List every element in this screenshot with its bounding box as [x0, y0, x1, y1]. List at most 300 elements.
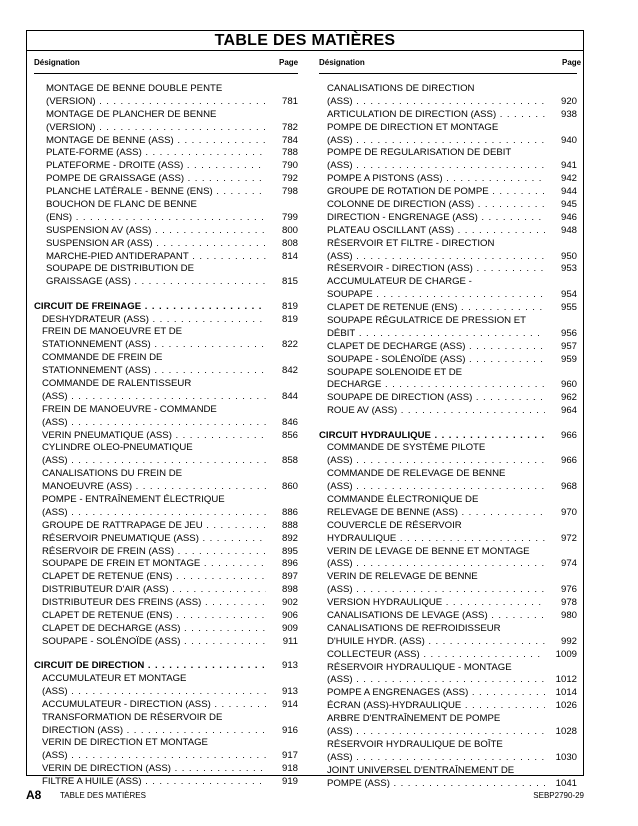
- title-divider: [27, 50, 583, 51]
- page-title: TABLE DES MATIÈRES: [214, 32, 396, 49]
- right-column: [319, 83, 577, 790]
- toc-entry-line: [319, 533, 577, 546]
- toc-entry-text: FREIN DE MANOEUVRE ET DE: [42, 326, 183, 338]
- toc-entry-line: [34, 173, 298, 186]
- toc-entry-line: [319, 455, 577, 468]
- toc-entry-text: CIRCUIT DE DIRECTION . . .: [34, 660, 266, 673]
- toc-entry-line: [34, 326, 298, 339]
- toc-page-number: 1009: [555, 648, 577, 660]
- toc-entry-line: [34, 507, 298, 520]
- toc-entry-line: [34, 83, 298, 96]
- toc-entry-line: [319, 662, 577, 675]
- toc-entry-line: [34, 160, 298, 173]
- toc-entry-line: [34, 558, 298, 571]
- toc-entry-line: [34, 147, 298, 160]
- toc-entry-line: [319, 726, 577, 739]
- toc-page-number: 920: [560, 95, 577, 107]
- toc-entry-line: [319, 173, 577, 186]
- toc-page-number: 919: [281, 776, 298, 788]
- toc-page-number: 916: [281, 724, 298, 736]
- toc-entry-text: (ASS) . . .: [42, 455, 266, 468]
- toc-entry-line: [319, 558, 577, 571]
- toc-page-number: 944: [560, 186, 577, 198]
- toc-entry-text: ARBRE D'ENTRAÎNEMENT DE POMPE: [327, 713, 501, 725]
- toc-section-heading: [319, 430, 577, 443]
- toc-entry-text: FREIN DE MANOEUVRE - COMMANDE: [42, 403, 217, 415]
- toc-page-number: 858: [281, 455, 298, 467]
- toc-page-number: 792: [281, 173, 298, 185]
- toc-entry-text: DECHARGE . . .: [327, 379, 545, 392]
- toc-page-number: 902: [281, 597, 298, 609]
- toc-entry-text: RÉSERVOIR HYDRAULIQUE DE BOÎTE: [327, 738, 503, 750]
- toc-entry-text: CIRCUIT HYDRAULIQUE . . .: [319, 430, 545, 443]
- toc-entry-line: [319, 584, 577, 597]
- toc-entry-text: ÉCRAN (ASS)-HYDRAULIQUE . . .: [327, 700, 545, 713]
- toc-entry-text: GROUPE DE RATTRAPAGE DE JEU . . .: [42, 520, 266, 533]
- toc-page-number: 898: [281, 584, 298, 596]
- toc-entry-text: CANALISATIONS DE REFROIDISSEUR: [327, 622, 501, 634]
- toc-entry-text: DESHYDRATEUR (ASS) . . .: [42, 314, 266, 327]
- toc-page-number: 1014: [555, 687, 577, 699]
- toc-entry-text: VERSION HYDRAULIQUE . . .: [327, 597, 545, 610]
- toc-entry-line: [319, 212, 577, 225]
- toc-entry-text: SOUPAPE RÉGULATRICE DE PRESSION ET: [327, 315, 527, 327]
- toc-section-heading: [34, 660, 298, 673]
- toc-entry-text: (ASS) . . .: [327, 481, 545, 494]
- toc-entry-line: [319, 405, 577, 418]
- toc-page-number: 799: [281, 211, 298, 223]
- toc-entry-line: [34, 571, 298, 584]
- toc-entry-text: COMMANDE ÉLECTRONIQUE DE: [327, 494, 479, 505]
- toc-entry-text: CIRCUIT DE FREINAGE . . .: [34, 301, 266, 314]
- toc-page-number: 948: [560, 224, 577, 236]
- toc-entry-line: [319, 135, 577, 148]
- toc-page-number: 909: [281, 622, 298, 634]
- toc-page-number: 966: [560, 455, 577, 467]
- toc-entry-text: COMMANDE DE FREIN DE: [42, 352, 163, 364]
- toc-entry-line: [319, 238, 577, 251]
- toc-entry-text: CLAPET DE DECHARGE (ASS) . . .: [42, 623, 266, 636]
- toc-entry-line: [34, 417, 298, 430]
- toc-page-number: 942: [560, 173, 577, 185]
- toc-entry-text: MONTAGE DE BENNE DOUBLE PENTE: [46, 83, 223, 94]
- toc-entry-line: [34, 404, 298, 417]
- toc-page-number: 790: [281, 160, 298, 172]
- toc-page-number: 953: [560, 263, 577, 275]
- toc-entry-line: [34, 225, 298, 238]
- toc-entry-text: MONTAGE DE PLANCHER DE BENNE: [46, 108, 217, 120]
- toc-page-number: 946: [560, 211, 577, 223]
- toc-entry-line: [34, 584, 298, 597]
- toc-page-number: 896: [281, 558, 298, 570]
- toc-entry-text: (ASS) . . .: [327, 160, 545, 173]
- toc-page-number: 1041: [555, 777, 577, 789]
- left-column: [34, 83, 298, 789]
- toc-page-number: 954: [560, 289, 577, 301]
- toc-page-number: 808: [281, 237, 298, 249]
- toc-page-number: 800: [281, 224, 298, 236]
- toc-page-number: 819: [281, 300, 298, 312]
- toc-entry-text: TRANSFORMATION DE RÉSERVOIR DE: [42, 711, 223, 723]
- toc-entry-text: (ASS) . . .: [327, 674, 545, 687]
- toc-entry-line: [319, 160, 577, 173]
- toc-page-number: 788: [281, 147, 298, 159]
- toc-entry-line: [319, 571, 577, 584]
- toc-entry-line: [34, 442, 298, 455]
- toc-entry-text: DIRECTION - ENGRENAGE (ASS) . . .: [327, 212, 545, 225]
- left-page-header: Page: [279, 58, 299, 67]
- toc-entry-text: POMPE (ASS) . . .: [327, 778, 545, 791]
- toc-entry-text: CANALISATIONS DE DIRECTION: [327, 83, 475, 94]
- toc-entry-line: [34, 276, 298, 289]
- toc-entry-text: RÉSERVOIR PNEUMATIQUE (ASS) . . .: [42, 533, 266, 546]
- toc-entry-text: ACCUMULATEUR ET MONTAGE: [42, 672, 187, 684]
- toc-entry-line: [319, 546, 577, 559]
- toc-entry-line: [319, 199, 577, 212]
- toc-entry-text: VERIN PNEUMATIQUE (ASS) . . .: [42, 430, 266, 443]
- toc-entry-text: RÉSERVOIR - DIRECTION (ASS) . . .: [327, 263, 545, 276]
- toc-entry-text: (ASS) . . .: [42, 507, 266, 520]
- toc-page-number: 815: [281, 276, 298, 288]
- toc-page-number: 781: [281, 95, 298, 107]
- toc-entry-text: (ASS) . . .: [327, 135, 545, 148]
- toc-entry-text: RÉSERVOIR ET FILTRE - DIRECTION: [327, 237, 495, 249]
- toc-entry-text: GROUPE DE ROTATION DE POMPE . . .: [327, 186, 545, 199]
- toc-entry-line: [319, 251, 577, 264]
- toc-entry-text: CANALISATIONS DE LEVAGE (ASS) . . .: [327, 610, 545, 623]
- toc-page-number: 814: [281, 250, 298, 262]
- page-number-label: A8: [26, 788, 42, 802]
- toc-entry-line: [319, 147, 577, 160]
- toc-page-number: 980: [560, 610, 577, 622]
- section-gap: [34, 649, 298, 660]
- toc-page-number: 895: [281, 545, 298, 557]
- toc-entry-text: BOUCHON DE FLANC DE BENNE: [46, 199, 197, 211]
- toc-entry-line: [319, 468, 577, 481]
- toc-section-heading: [34, 301, 298, 314]
- toc-entry-text: POMPE DE DIRECTION ET MONTAGE: [327, 121, 499, 133]
- toc-entry-line: [34, 391, 298, 404]
- toc-entry-line: [319, 186, 577, 199]
- toc-entry-line: [319, 328, 577, 341]
- right-page-header: Page: [562, 58, 582, 67]
- toc-entry-text: PLATEAU OSCILLANT (ASS) . . .: [327, 225, 545, 238]
- toc-entry-text: SUSPENSION AV (ASS) . . .: [46, 225, 266, 238]
- toc-entry-text: STATIONNEMENT (ASS) . . .: [42, 365, 266, 378]
- toc-entry-text: CYLINDRE OLEO-PNEUMATIQUE: [42, 442, 193, 454]
- toc-entry-text: POMPE A PISTONS (ASS) . . .: [327, 173, 545, 186]
- toc-page-number: 962: [560, 392, 577, 404]
- toc-entry-line: [34, 122, 298, 135]
- toc-page-number: 972: [560, 532, 577, 544]
- toc-entry-line: [34, 212, 298, 225]
- toc-page-number: 1026: [555, 700, 577, 712]
- toc-entry-line: [34, 636, 298, 649]
- toc-entry-line: [319, 392, 577, 405]
- toc-entry-text: PLATEFORME - DROITE (ASS) . . .: [46, 160, 266, 173]
- toc-page-number: 978: [560, 597, 577, 609]
- toc-page-number: 957: [560, 340, 577, 352]
- toc-entry-line: [34, 430, 298, 443]
- toc-entry-line: [34, 455, 298, 468]
- toc-entry-text: (ENS) . . .: [46, 212, 266, 225]
- toc-page-number: 784: [281, 134, 298, 146]
- toc-entry-line: [34, 686, 298, 699]
- right-header-rule: [319, 73, 577, 74]
- toc-entry-line: [34, 546, 298, 559]
- toc-entry-line: [319, 739, 577, 752]
- toc-entry-line: [319, 507, 577, 520]
- toc-page-number: 950: [560, 250, 577, 262]
- toc-entry-text: JOINT UNIVERSEL D'ENTRAÎNEMENT DE: [327, 764, 515, 776]
- toc-page-number: 846: [281, 416, 298, 428]
- toc-entry-line: [34, 737, 298, 750]
- toc-entry-text: SOUPAPE DE DIRECTION (ASS) . . .: [327, 392, 545, 405]
- toc-page-number: 938: [560, 108, 577, 120]
- toc-entry-text: D'HUILE HYDR. (ASS) . . .: [327, 636, 545, 649]
- toc-entry-line: [319, 276, 577, 289]
- toc-entry-text: ACCUMULATEUR - DIRECTION (ASS) . . .: [42, 699, 266, 712]
- toc-page-number: 959: [560, 353, 577, 365]
- right-designation-header: Désignation: [319, 58, 365, 67]
- toc-entry-line: [319, 83, 577, 96]
- toc-entry-text: STATIONNEMENT (ASS) . . .: [42, 339, 266, 352]
- toc-entry-text: CLAPET DE RETENUE (ENS) . . .: [42, 571, 266, 584]
- toc-entry-text: (VERSION) . . .: [46, 96, 266, 109]
- toc-entry-line: [319, 225, 577, 238]
- toc-page-number: 911: [282, 635, 298, 647]
- toc-entry-line: [34, 238, 298, 251]
- toc-entry-line: [319, 109, 577, 122]
- toc-entry-line: [34, 468, 298, 481]
- left-designation-header: Désignation: [34, 58, 80, 67]
- toc-entry-text: GRAISSAGE (ASS) . . .: [46, 276, 266, 289]
- toc-entry-text: COLLECTEUR (ASS) . . .: [327, 649, 545, 662]
- toc-entry-line: [34, 673, 298, 686]
- left-header-rule: [34, 73, 298, 74]
- toc-entry-text: COLONNE DE DIRECTION (ASS) . . .: [327, 199, 545, 212]
- toc-page-number: 1030: [555, 751, 577, 763]
- toc-page-number: 914: [281, 698, 298, 710]
- footer-title: TABLE DES MATIÈRES: [60, 791, 146, 800]
- toc-entry-text: COMMANDE DE SYSTÈME PILOTE: [327, 442, 486, 454]
- toc-entry-text: (ASS) . . .: [42, 391, 266, 404]
- toc-entry-text: POMPE A ENGRENAGES (ASS) . . .: [327, 687, 545, 700]
- toc-page-number: 992: [560, 635, 577, 647]
- toc-page-number: 798: [281, 186, 298, 198]
- toc-entry-text: POMPE - ENTRAÎNEMENT ÉLECTRIQUE: [42, 494, 225, 505]
- toc-entry-line: [319, 765, 577, 778]
- toc-entry-text: (ASS) . . .: [327, 584, 545, 597]
- toc-entry-line: [34, 481, 298, 494]
- toc-page-number: 856: [281, 429, 298, 441]
- toc-entry-text: COMMANDE DE RALENTISSEUR: [42, 377, 192, 389]
- toc-entry-text: ROUE AV (ASS) . . .: [327, 405, 545, 418]
- toc-entry-line: [319, 341, 577, 354]
- toc-entry-line: [319, 263, 577, 276]
- toc-entry-text: (ASS) . . .: [42, 417, 266, 430]
- toc-entry-text: CLAPET DE RETENUE (ENS) . . .: [42, 610, 266, 623]
- toc-entry-line: [34, 763, 298, 776]
- toc-page-number: 913: [281, 685, 298, 697]
- toc-entry-line: [319, 302, 577, 315]
- toc-entry-line: [319, 623, 577, 636]
- toc-page-number: 897: [281, 571, 298, 583]
- toc-page-number: 956: [560, 327, 577, 339]
- toc-entry-text: (ASS) . . .: [327, 752, 545, 765]
- toc-entry-line: [34, 699, 298, 712]
- toc-page-number: 918: [281, 763, 298, 775]
- toc-page-number: 892: [281, 532, 298, 544]
- toc-entry-text: SUSPENSION AR (ASS) . . .: [46, 238, 266, 251]
- toc-entry-line: [34, 109, 298, 122]
- toc-entry-text: RÉSERVOIR HYDRAULIQUE - MONTAGE: [327, 661, 512, 673]
- toc-entry-text: COUVERCLE DE RÉSERVOIR: [327, 519, 462, 531]
- toc-entry-line: [34, 352, 298, 365]
- toc-page-number: 822: [281, 339, 298, 351]
- toc-page-number: 913: [281, 660, 298, 672]
- toc-entry-text: FILTRE A HUILE (ASS) . . .: [42, 776, 266, 789]
- toc-entry-line: [319, 494, 577, 507]
- toc-entry-text: SOUPAPE DE DISTRIBUTION DE: [46, 263, 195, 275]
- toc-entry-text: MANOEUVRE (ASS) . . .: [42, 481, 266, 494]
- toc-entry-line: [34, 186, 298, 199]
- toc-entry-line: [34, 623, 298, 636]
- toc-entry-text: ARTICULATION DE DIRECTION (ASS) . . .: [327, 109, 545, 122]
- toc-entry-text: COMMANDE DE RELEVAGE DE BENNE: [327, 468, 506, 480]
- toc-entry-line: [319, 649, 577, 662]
- toc-entry-text: (ASS) . . .: [327, 558, 545, 571]
- toc-page-number: 960: [560, 379, 577, 391]
- toc-entry-line: [34, 750, 298, 763]
- toc-entry-text: SOUPAPE - SOLÉNOÏDE (ASS) . . .: [327, 354, 545, 367]
- toc-entry-text: CLAPET DE DECHARGE (ASS) . . .: [327, 341, 545, 354]
- toc-entry-line: [319, 481, 577, 494]
- toc-entry-line: [319, 379, 577, 392]
- toc-page-number: 860: [281, 481, 298, 493]
- toc-entry-line: [34, 365, 298, 378]
- toc-entry-line: [34, 314, 298, 327]
- toc-page-number: 970: [560, 506, 577, 518]
- section-gap: [319, 418, 577, 429]
- toc-entry-line: [319, 687, 577, 700]
- toc-frame: [26, 30, 584, 789]
- toc-page-number: 1012: [555, 674, 577, 686]
- toc-entry-text: DIRECTION (ASS) . . .: [42, 725, 266, 738]
- toc-entry-line: [319, 520, 577, 533]
- toc-entry-line: [319, 354, 577, 367]
- toc-page-number: 968: [560, 481, 577, 493]
- toc-entry-line: [319, 610, 577, 623]
- toc-entry-text: DÉBIT . . .: [327, 328, 545, 341]
- toc-page-number: 955: [560, 302, 577, 314]
- toc-entry-text: SOUPAPE DE FREIN ET MONTAGE . . .: [42, 558, 266, 571]
- toc-entry-line: [319, 96, 577, 109]
- toc-entry-text: RÉSERVOIR DE FREIN (ASS) . . .: [42, 546, 266, 559]
- toc-page-number: 974: [560, 558, 577, 570]
- toc-entry-text: (ASS) . . .: [327, 455, 545, 468]
- toc-page-number: 782: [281, 121, 298, 133]
- toc-page-number: 906: [281, 610, 298, 622]
- toc-entry-text: RELEVAGE DE BENNE (ASS) . . .: [327, 507, 545, 520]
- toc-page-number: 945: [560, 199, 577, 211]
- toc-entry-text: VERIN DE RELEVAGE DE BENNE: [327, 571, 478, 583]
- toc-entry-line: [319, 597, 577, 610]
- toc-entry-line: [319, 700, 577, 713]
- toc-entry-text: PLANCHE LATÉRALE - BENNE (ENS) . . .: [46, 186, 266, 199]
- toc-entry-line: [34, 378, 298, 391]
- toc-entry-line: [319, 442, 577, 455]
- toc-page-number: 888: [281, 519, 298, 531]
- toc-page-number: 964: [560, 405, 577, 417]
- toc-page-number: 842: [281, 365, 298, 377]
- toc-entry-text: MARCHE-PIED ANTIDERAPANT . . .: [46, 251, 266, 264]
- toc-page-number: 917: [281, 750, 298, 762]
- toc-entry-line: [319, 122, 577, 135]
- toc-entry-text: (ASS) . . .: [327, 96, 545, 109]
- toc-entry-line: [319, 315, 577, 328]
- section-gap: [34, 289, 298, 300]
- toc-entry-text: SOUPAPE - SOLÉNOÏDE (ASS) . . .: [42, 636, 266, 649]
- toc-entry-line: [34, 199, 298, 212]
- toc-entry-text: DISTRIBUTEUR D'AIR (ASS) . . .: [42, 584, 266, 597]
- toc-page-number: 940: [560, 134, 577, 146]
- toc-entry-line: [34, 597, 298, 610]
- toc-entry-text: ACCUMULATEUR DE CHARGE -: [327, 276, 472, 288]
- toc-entry-line: [34, 263, 298, 276]
- toc-page-number: 941: [560, 160, 577, 172]
- toc-entry-line: [319, 713, 577, 726]
- toc-entry-text: VERIN DE LEVAGE DE BENNE ET MONTAGE: [327, 545, 530, 557]
- toc-entry-text: (ASS) . . .: [327, 726, 545, 739]
- toc-entry-line: [34, 725, 298, 738]
- toc-entry-line: [34, 251, 298, 264]
- toc-entry-text: (ASS) . . .: [327, 251, 545, 264]
- toc-entry-line: [319, 778, 577, 791]
- toc-entry-line: [34, 712, 298, 725]
- toc-entry-text: POMPE DE GRAISSAGE (ASS) . . .: [46, 173, 266, 186]
- toc-entry-line: [34, 494, 298, 507]
- toc-entry-text: VERIN DE DIRECTION ET MONTAGE: [42, 737, 208, 749]
- toc-entry-line: [319, 752, 577, 765]
- toc-entry-text: PLATE-FORME (ASS) . . .: [46, 147, 266, 160]
- toc-entry-line: [319, 636, 577, 649]
- toc-entry-line: [34, 135, 298, 148]
- toc-entry-text: (ASS) . . .: [42, 750, 266, 763]
- toc-entry-line: [34, 96, 298, 109]
- toc-entry-text: SOUPAPE . . .: [327, 289, 545, 302]
- toc-entry-line: [319, 674, 577, 687]
- toc-page-number: 1028: [555, 726, 577, 738]
- toc-entry-text: MONTAGE DE BENNE (ASS) . . .: [46, 135, 266, 148]
- toc-page-number: 976: [560, 584, 577, 596]
- toc-entry-text: (ASS) . . .: [42, 686, 266, 699]
- toc-entry-text: CLAPET DE RETENUE (ENS) . . .: [327, 302, 545, 315]
- toc-entry-line: [34, 776, 298, 789]
- toc-entry-line: [34, 533, 298, 546]
- toc-entry-text: POMPE DE REGULARISATION DE DEBIT: [327, 147, 512, 159]
- toc-entry-line: [319, 367, 577, 380]
- toc-page-number: 886: [281, 506, 298, 518]
- toc-entry-text: HYDRAULIQUE . . .: [327, 533, 545, 546]
- toc-page-number: 844: [281, 390, 298, 402]
- toc-entry-line: [319, 289, 577, 302]
- toc-entry-line: [34, 339, 298, 352]
- toc-entry-text: DISTRIBUTEUR DES FREINS (ASS) . . .: [42, 597, 266, 610]
- toc-entry-line: [34, 520, 298, 533]
- toc-page-number: 819: [281, 313, 298, 325]
- toc-page-number: 966: [560, 429, 577, 441]
